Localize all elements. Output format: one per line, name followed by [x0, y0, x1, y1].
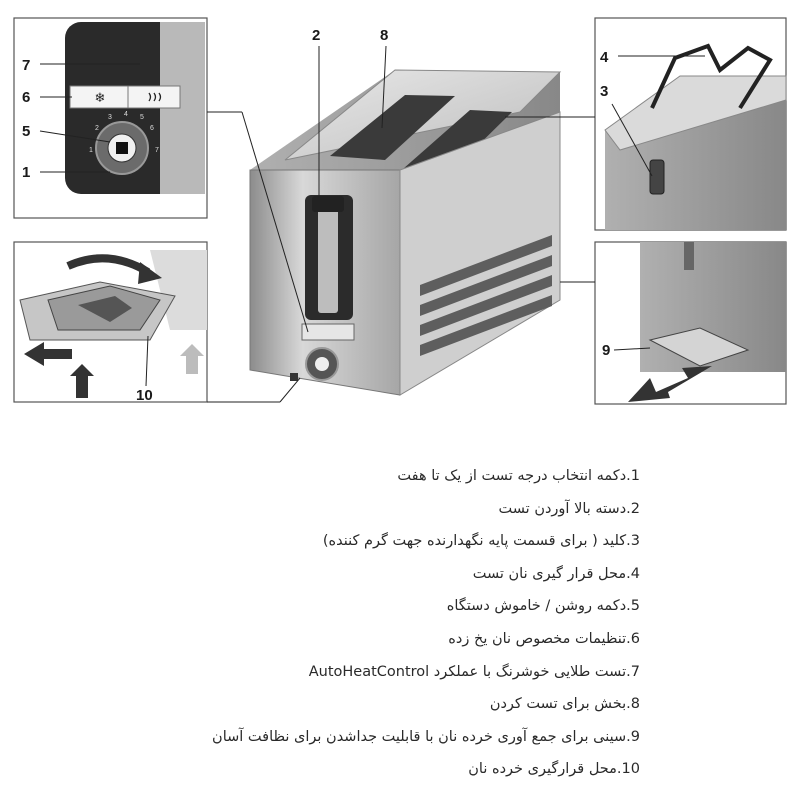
dial-number-2: 2 — [95, 125, 99, 132]
panel-crumb-tray — [14, 242, 207, 404]
legend-item-2: 2.دسته بالا آوردن تست — [498, 500, 640, 517]
legend-item-6: 6.تنظیمات مخصوص نان یخ زده — [448, 630, 640, 647]
dial-number-1: 1 — [89, 147, 93, 154]
callout-10: 10 — [136, 387, 153, 404]
callout-9: 9 — [602, 342, 611, 359]
legend-item-8: 8.بخش برای تست کردن — [489, 696, 640, 713]
callout-7: 7 — [22, 57, 31, 74]
legend-item-1: 1.دکمه انتخاب درجه تست از یک تا هفت — [397, 468, 640, 484]
main-toaster — [250, 70, 560, 395]
callout-8: 8 — [380, 27, 389, 44]
callout-4: 4 — [600, 49, 609, 66]
dial-number-7: 7 — [155, 147, 159, 154]
callout-1: 1 — [22, 164, 31, 181]
legend-item-7: 7.تست طلایی خوشرنگ با عملکرد AutoHeatControl — [308, 663, 640, 680]
legend-item-9: 9.سینی برای جمع آوری خرده نان با قابلیت جداشدن برای نظافت آسان — [212, 728, 640, 745]
parts-legend — [212, 460, 640, 786]
power-square-icon — [116, 142, 128, 154]
callout-6: 6 — [22, 89, 31, 106]
callout-5: 5 — [22, 123, 31, 140]
panel-bread-holder — [595, 18, 786, 230]
legend-item-4: 4.محل قرار گیری نان تست — [472, 565, 640, 582]
dial-number-3: 3 — [108, 114, 112, 121]
dial-number-4: 4 — [124, 111, 128, 118]
panel-controls-closeup — [14, 18, 207, 218]
panel-tray-pullout — [595, 242, 786, 404]
legend-item-5: 5.دکمه روشن / خاموش دستگاه — [446, 598, 640, 615]
dial-number-5: 5 — [140, 114, 144, 121]
callout-2: 2 — [312, 27, 321, 44]
callout-3: 3 — [600, 83, 609, 100]
dial-number-6: 6 — [150, 125, 154, 132]
legend-item-3: 3.کلید ( برای قسمت پایه نگهدارنده جهت گرم کننده) — [322, 533, 640, 550]
legend-item-10: 10.محل قرارگیری خرده نان — [468, 761, 640, 778]
snowflake-icon: ❄ — [94, 91, 106, 106]
